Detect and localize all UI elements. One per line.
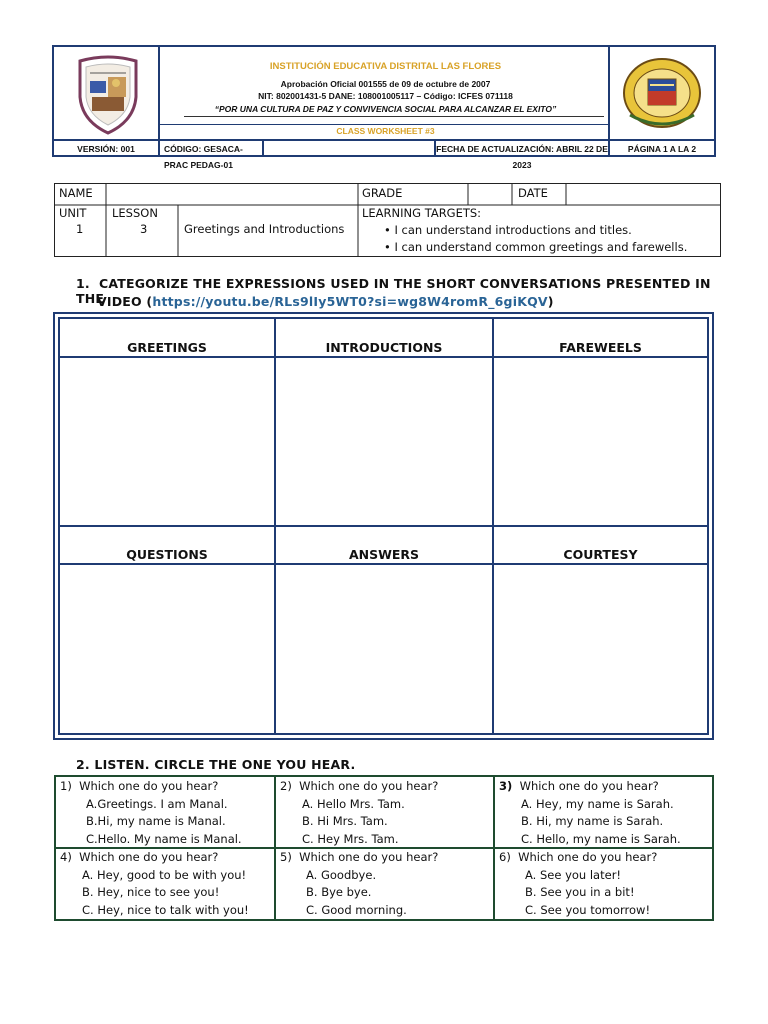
student-info-table	[54, 183, 721, 257]
option-c[interactable]: C. Hey, nice to talk with you!	[82, 902, 249, 917]
update-date-text: FECHA DE ACTUALIZACIÓN: ABRIL 22 DE 2023	[436, 144, 608, 170]
listen-item-2: 2) Which one do you hear? A. Hello Mrs. Tam. B. Hi Mrs. Tam. C. Hey Mrs. Tam.	[280, 778, 492, 848]
option-a[interactable]: A.Greetings. I am Manal.	[86, 796, 228, 811]
option-c[interactable]: C. Good morning.	[306, 902, 407, 917]
option-b[interactable]: B. Bye bye.	[306, 885, 372, 899]
listen-item-3: 3) Which one do you hear? A. Hey, my name is Sarah. B. Hi, my name is Sarah. C. Hello, my name is Sarah.	[499, 778, 711, 848]
name-field[interactable]	[107, 184, 357, 204]
unit-value: 1	[76, 222, 84, 236]
learning-target-item: • I can understand introductions and titles.	[384, 223, 632, 237]
learning-target-item: • I can understand common greetings and farewells.	[384, 240, 688, 254]
section-2-heading: 2. LISTEN. CIRCLE THE ONE YOU HEAR.	[76, 757, 356, 772]
code-label: CÓDIGO: GESACA-PRAC PEDAG-01	[164, 144, 243, 170]
section-1-heading-line2: VIDEO (https://youtu.be/RLs9lIy5WT0?si=wg8W4romR_6giKQV)	[97, 294, 554, 309]
category-greetings: GREETINGS	[127, 340, 207, 355]
option-b[interactable]: B. Hi Mrs. Tam.	[302, 814, 388, 828]
introductions-answer-area[interactable]	[276, 358, 492, 525]
option-b[interactable]: B. See you in a bit!	[525, 885, 635, 899]
questions-answer-area[interactable]	[60, 565, 274, 733]
video-link[interactable]: https://youtu.be/RLs9lIy5WT0?si=wg8W4romR_6giKQV	[152, 294, 548, 309]
courtesy-answer-area[interactable]	[494, 565, 707, 733]
city-crest-logo	[620, 55, 704, 133]
option-c[interactable]: C. See you tomorrow!	[525, 902, 651, 917]
bullet-icon: •	[384, 240, 395, 254]
school-shield-logo	[76, 53, 140, 135]
lesson-label: LESSON	[112, 206, 158, 220]
learning-targets-label: LEARNING TARGETS:	[362, 206, 482, 220]
page-number-label: PÁGINA 1 A LA 2	[627, 144, 697, 154]
worksheet-title: CLASS WORKSHEET #3	[336, 126, 435, 136]
option-a[interactable]: A. Hey, good to be with you!	[82, 867, 247, 882]
unit-label: UNIT	[59, 206, 87, 220]
option-a[interactable]: A. Hey, my name is Sarah.	[521, 796, 674, 811]
date-field[interactable]	[567, 184, 720, 204]
option-a[interactable]: A. Goodbye.	[306, 867, 377, 882]
nit-text: NIT: 802001431-5 DANE: 108001005117 – Código: ICFES 071118	[258, 91, 513, 101]
document-header	[52, 45, 716, 170]
grade-field[interactable]	[469, 184, 511, 204]
option-a[interactable]: A. See you later!	[525, 867, 622, 882]
option-b[interactable]: B.Hi, my name is Manal.	[86, 814, 226, 828]
update-date-label	[264, 141, 438, 157]
section-1-heading: 1. CATEGORIZE THE EXPRESSIONS USED IN THE SHORT CONVERSATIONS PRESENTED IN THE	[76, 276, 711, 306]
option-b[interactable]: B. Hi, my name is Sarah.	[521, 814, 664, 828]
listen-item-4: 4) Which one do you hear? A. Hey, good to be with you! B. Hey, nice to see you! C. Hey, nice to talk with you!	[60, 849, 272, 919]
version-label: VERSIÓN: 001	[77, 144, 135, 154]
option-c[interactable]: C. Hey Mrs. Tam.	[302, 831, 399, 846]
date-label: DATE	[518, 186, 548, 200]
listen-table	[54, 775, 714, 921]
greetings-answer-area[interactable]	[60, 358, 274, 525]
category-farewells: FAREWEELS	[559, 340, 642, 355]
bullet-icon: •	[384, 223, 395, 237]
category-courtesy: COURTESY	[563, 547, 638, 562]
approval-text: Aprobación Oficial 001555 de 09 de octubre de 2007	[280, 79, 491, 89]
category-introductions: INTRODUCTIONS	[325, 340, 443, 355]
farewells-answer-area[interactable]	[494, 358, 707, 525]
category-questions: QUESTIONS	[126, 547, 208, 562]
institution-name: INSTITUCIÓN EDUCATIVA DISTRITAL LAS FLORES	[269, 61, 502, 72]
answers-answer-area[interactable]	[276, 565, 492, 733]
lesson-title: Greetings and Introductions	[184, 222, 345, 236]
listen-item-6: 6) Which one do you hear? A. See you later! B. See you in a bit! C. See you tomorrow!	[499, 849, 711, 919]
lesson-value: 3	[140, 222, 148, 236]
option-c[interactable]: C. Hello, my name is Sarah.	[521, 831, 681, 846]
option-a[interactable]: A. Hello Mrs. Tam.	[302, 796, 405, 811]
category-grid	[58, 317, 709, 735]
section-number: 1.	[76, 276, 90, 291]
option-b[interactable]: B. Hey, nice to see you!	[82, 885, 220, 899]
grade-label: GRADE	[362, 186, 403, 200]
category-answers: ANSWERS	[348, 547, 420, 562]
name-label: NAME	[59, 186, 93, 200]
school-motto: “POR UNA CULTURA DE PAZ Y CONVIVENCIA SOCIAL PARA ALCANZAR EL EXITO”	[214, 104, 557, 114]
listen-item-5: 5) Which one do you hear? A. Goodbye. B. Bye bye. C. Good morning.	[280, 849, 492, 919]
option-c[interactable]: C.Hello. My name is Manal.	[86, 831, 242, 846]
listen-item-1: 1) Which one do you hear? A.Greetings. I am Manal. B.Hi, my name is Manal. C.Hello. My name is Manal.	[60, 778, 272, 848]
